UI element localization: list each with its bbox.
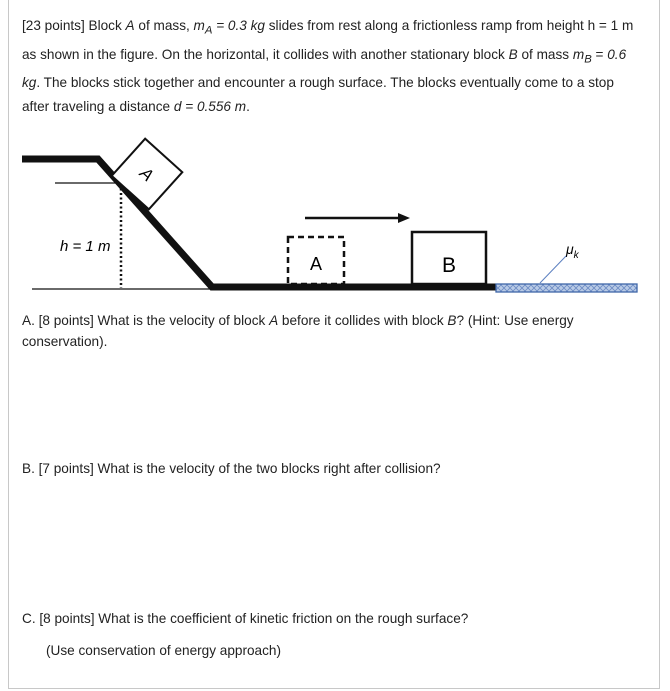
question-a-block-a: A [269,313,279,328]
question-a-block-b: B [447,313,457,328]
question-a-text: before it collides with block [278,313,448,328]
question-b: B. [7 points] What is the velocity of the two blocks right after collision? [22,461,441,476]
block-a-on-ramp [112,139,183,210]
question-a [22,310,622,352]
rough-surface [496,284,637,292]
mass-a-subscript: A [204,24,213,37]
motion-arrow-head [398,213,410,223]
mu-subscript: k [573,250,579,261]
problem-text: of mass [517,46,573,62]
question-a-text: A. [8 points] What is the velocity of block [22,313,270,328]
problem-text: Block [88,18,126,33]
mass-b-subscript: B [584,53,592,66]
block-a-ref: A [125,18,135,33]
block-b-label: B [441,254,457,277]
problem-text: . The blocks stick together and encounter a rough surface. The blocks eventually come to a stop after traveling a distance [22,75,614,115]
distance-value: d = 0.556 m [173,99,247,115]
problem-text: . [246,99,250,115]
mu-symbol: μ [566,241,574,257]
problem-text: of mass, [134,18,194,33]
problem-text: slides from rest along a frictionless ramp from height h = 1 m as shown in the figure. On the horizontal, it collides with another stationary block [22,18,634,62]
mass-b-value: 0.6 kg [22,46,627,91]
height-label: h = 1 m [60,238,111,255]
block-a-label: A [136,163,158,186]
mu-pointer-line [540,256,566,283]
ramp-diagram [0,0,670,310]
block-a-dashed-label: A [309,254,323,274]
question-a-text: ? (Hint: Use energy conservation). [22,313,574,349]
mu-k-label [565,241,580,261]
block-b-ref: B [508,46,518,62]
mass-b-equals: = [591,46,608,62]
question-c-note: (Use conservation of energy approach) [46,643,281,658]
mass-b-symbol: m [572,46,585,62]
mass-a-value: = 0.3 kg [212,18,265,33]
mass-a-symbol: m [193,18,205,33]
points-label: [23 points] [22,18,85,33]
question-c: C. [8 points] What is the coefficient of kinetic friction on the rough surface? [22,611,469,626]
